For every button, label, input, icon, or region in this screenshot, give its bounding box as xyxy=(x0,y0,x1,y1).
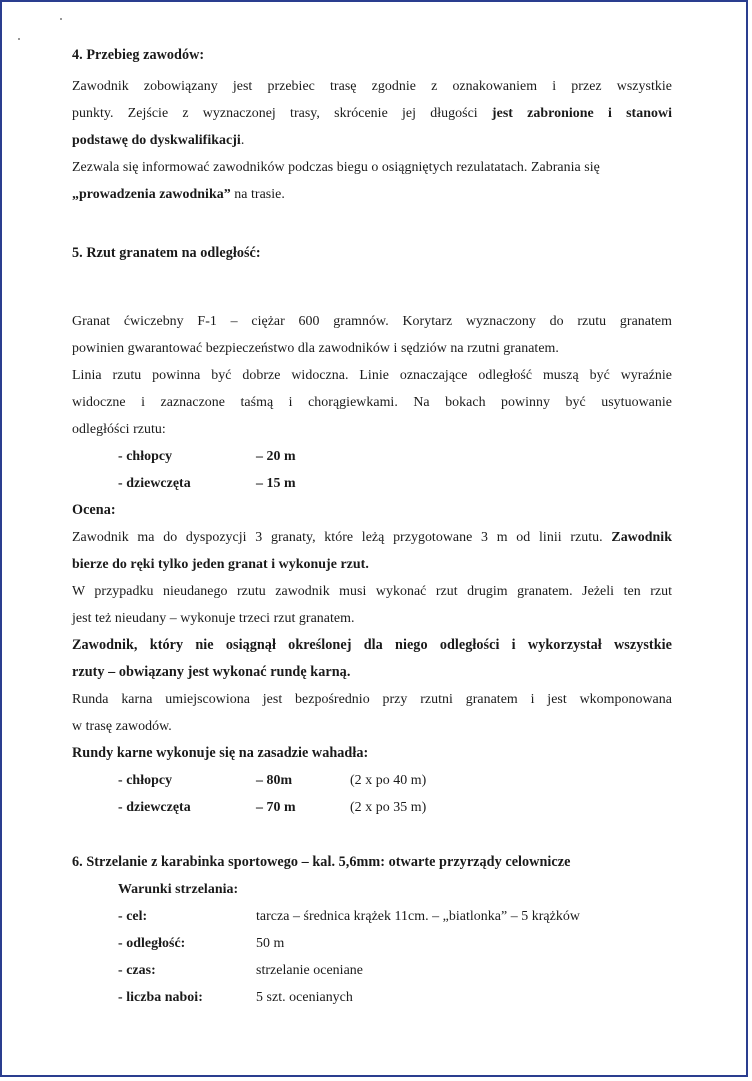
document-content xyxy=(72,42,672,1011)
section-5-text-line: Linia rzutu powinna być dobrze widoczna. Linie oznaczające odległość muszą być wyraźnie xyxy=(72,368,672,383)
section-5-text-line: widoczne i zaznaczone taśmą i chorągiewkami. Na bokach powinny być usytuowanie xyxy=(72,395,672,410)
section-4-text-line: Zezwala się informować zawodników podczas biegu o osiągniętych rezulatatach. Zabrania się xyxy=(72,160,600,175)
section-4-text-line: „prowadzenia zawodnika” na trasie. xyxy=(72,187,285,202)
section-5-text-line: jest też nieudany – wykonuje trzeci rzut granatem. xyxy=(72,611,355,626)
section-5-text-line: odległóści rzutu: xyxy=(72,422,166,437)
section-5-text-line: Zawodnik ma do dyspozycji 3 granaty, które leżą przygotowane 3 m od linii rzutu. Zawodnik xyxy=(72,530,672,545)
section-6-heading: 6. Strzelanie z karabinka sportowego – kal. 5,6mm: otwarte przyrządy celownicze xyxy=(72,854,571,870)
warunki-heading: Warunki strzelania: xyxy=(118,882,239,897)
section-5-text-line: w trasę zawodów. xyxy=(72,719,172,734)
shooting-row-distance: - odległość: 50 m xyxy=(118,936,285,951)
section-5-heading: 5. Rzut granatem na odległość: xyxy=(72,245,261,261)
section-5-text-line: Zawodnik, który nie osiągnął określonej dla niego odległości i wykorzystał wszystkie xyxy=(72,637,672,653)
section-4-text-line: Zawodnik zobowiązany jest przebiec trasę zgodnie z oznakowaniem i przez wszystkie xyxy=(72,79,672,94)
section-4-heading: 4. Przebieg zawodów: xyxy=(72,47,205,63)
section-4-text-line: punkty. Zejście z wyznaczonej trasy, skrócenie jej długości jest zabronione i stanowi xyxy=(72,106,672,121)
section-5-text-line: rzuty – obwiązany jest wykonać rundę karną. xyxy=(72,664,351,680)
karne-row-girls: - dziewczęta – 70 m (2 x po 35 m) xyxy=(118,800,427,815)
shooting-row-time: - czas: strzelanie oceniane xyxy=(118,963,363,978)
section-5-text-line: Granat ćwiczebny F-1 – ciężar 600 gramnów. Korytarz wyznaczony do rzutu granatem xyxy=(72,314,672,329)
ocena-heading: Ocena: xyxy=(72,502,116,518)
shooting-row-ammo: - liczba naboi: 5 szt. ocenianych xyxy=(118,990,353,1005)
section-4-text-line: podstawę do dyskwalifikacji. xyxy=(72,133,245,148)
distance-row-girls: - dziewczęta – 15 m xyxy=(118,476,296,491)
distance-row-boys: - chłopcy – 20 m xyxy=(118,449,296,464)
section-5-text-line: powinien gwarantować bezpieczeństwo dla zawodników i sędziów na rzutni granatem. xyxy=(72,341,559,356)
karne-heading: Rundy karne wykonuje się na zasadzie wahadła: xyxy=(72,745,369,761)
scan-speck xyxy=(18,38,20,40)
section-5-text-line: bierze do ręki tylko jeden granat i wykonuje rzut. xyxy=(72,557,369,572)
section-5-text-line: W przypadku nieudanego rzutu zawodnik musi wykonać rzut drugim granatem. Jeżeli ten rzut xyxy=(72,584,672,599)
shooting-row-target: - cel: tarcza – średnica krążek 11cm. – „biatlonka” – 5 krążków xyxy=(118,909,580,924)
karne-row-boys: - chłopcy – 80m (2 x po 40 m) xyxy=(118,773,427,788)
scan-speck xyxy=(60,18,62,20)
section-5-text-line: Runda karna umiejscowiona jest bezpośrednio przy rzutni granatem i jest wkomponowana xyxy=(72,692,672,707)
